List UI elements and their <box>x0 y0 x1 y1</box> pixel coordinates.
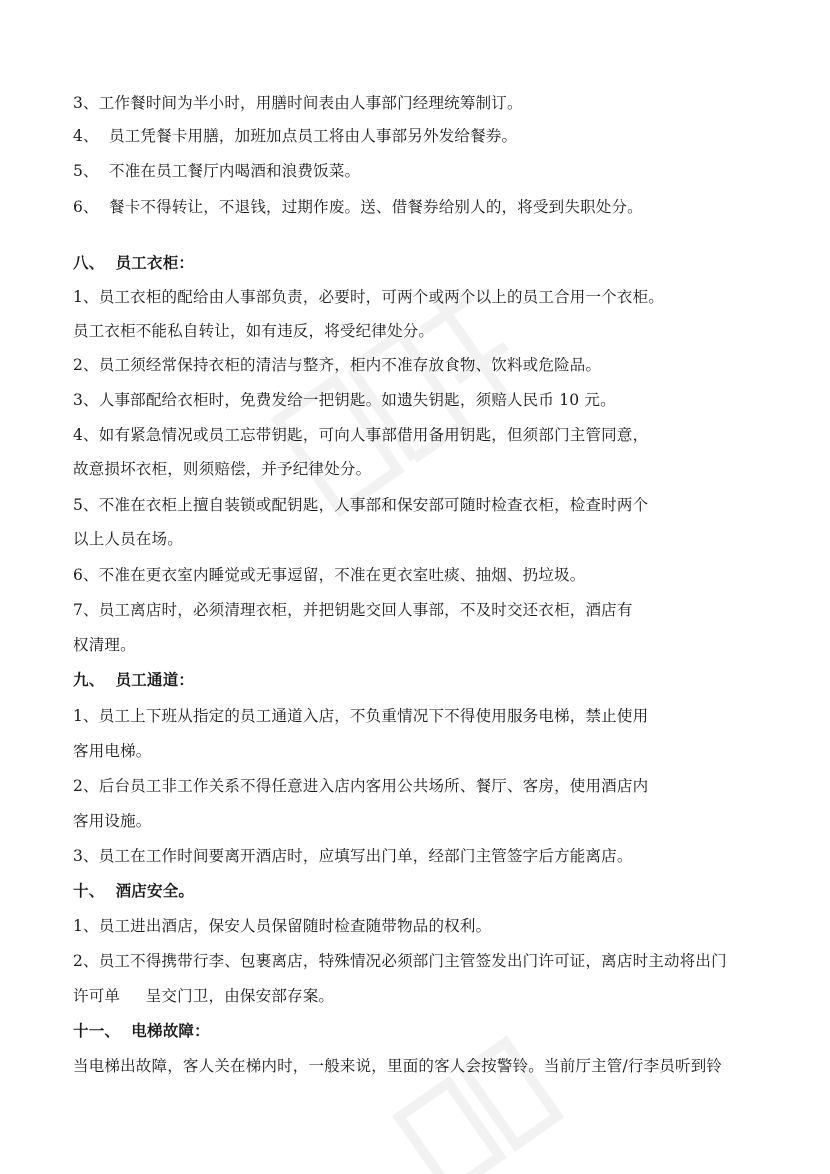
section-heading-locker: 八、 员工衣柜： <box>73 253 195 272</box>
paragraph-line-locker-1: 1、员工衣柜的配给由人事部负责，必要时，可两个或两个以上的员工合用一个衣柜。 <box>73 288 664 306</box>
paragraph-line-meal-4: 4、 员工凭餐卡用膳，加班加点员工将由人事部另外发给餐券。 <box>73 127 518 145</box>
paragraph-line-elevator-1: 当电梯出故障，客人关在梯内时，一般来说，里面的客人会按警铃。当前厅主管/行李员听到铃 <box>73 1057 723 1075</box>
paragraph-line-locker-5: 5、不准在衣柜上擅自装锁或配钥匙，人事部和保安部可随时检查衣柜，检查时两个 <box>73 496 649 514</box>
paragraph-line-passage-2: 2、后台员工非工作关系不得任意进入店内客用公共场所、餐厅、客房，使用酒店内 <box>73 777 649 795</box>
paragraph-line-meal-3: 3、工作餐时间为半小时，用膳时间表由人事部门经理统筹制订。 <box>73 94 523 112</box>
section-heading-elevator: 十一、 电梯故障： <box>73 1021 210 1040</box>
paragraph-line-passage-2b: 客用设施。 <box>73 812 152 830</box>
paragraph-line-passage-1: 1、员工上下班从指定的员工通道入店，不负重情况下不得使用服务电梯，禁止使用 <box>73 707 649 725</box>
paragraph-line-meal-6: 6、 餐卡不得转让，不退钱，过期作废。送、借餐券给别人的，将受到失职处分。 <box>73 198 643 216</box>
paragraph-line-meal-5: 5、 不准在员工餐厅内喝酒和浪费饭菜。 <box>73 162 361 180</box>
paragraph-line-locker-2: 2、员工须经常保持衣柜的清洁与整齐，柜内不准存放食物、饮料或危险品。 <box>73 356 602 374</box>
paragraph-line-passage-1b: 客用电梯。 <box>73 742 152 760</box>
paragraph-line-locker-7: 7、员工离店时，必须清理衣柜，并把钥匙交回人事部，不及时交还衣柜，酒店有 <box>73 601 633 619</box>
paragraph-line-security-2: 2、员工不得携带行李、包裹离店，特殊情况必须部门主管签发出门许可证，离店时主动将出门 <box>73 952 727 970</box>
paragraph-line-locker-3: 3、人事部配给衣柜时，免费发给一把钥匙。如遗失钥匙，须赔人民币 10 元。 <box>73 391 616 409</box>
section-heading-passage: 九、 员工通道： <box>73 670 195 689</box>
paragraph-line-locker-5b: 以上人员在场。 <box>73 530 183 548</box>
paragraph-line-locker-7b: 权清理。 <box>73 636 136 654</box>
watermark-graphic-lower <box>360 1000 620 1174</box>
paragraph-line-locker-4b: 故意损坏衣柜，则须赔偿，并予纪律处分。 <box>73 460 372 478</box>
paragraph-line-locker-1b: 员工衣柜不能私自转让，如有违反，将受纪律处分。 <box>73 322 435 340</box>
paragraph-line-security-2b: 许可单 呈交门卫，由保安部存案。 <box>73 987 335 1005</box>
paragraph-line-locker-4: 4、如有紧急情况或员工忘带钥匙，可向人事部借用备用钥匙，但须部门主管同意， <box>73 426 649 444</box>
section-heading-security: 十、 酒店安全。 <box>73 881 195 900</box>
paragraph-line-locker-6: 6、不准在更衣室内睡觉或无事逗留，不准在更衣室吐痰、抽烟、扔垃圾。 <box>73 566 586 584</box>
paragraph-line-passage-3: 3、员工在工作时间要离开酒店时，应填写出门单，经部门主管签字后方能离店。 <box>73 847 633 865</box>
paragraph-line-security-1: 1、员工进出酒店，保安人员保留随时检查随带物品的权利。 <box>73 917 492 935</box>
